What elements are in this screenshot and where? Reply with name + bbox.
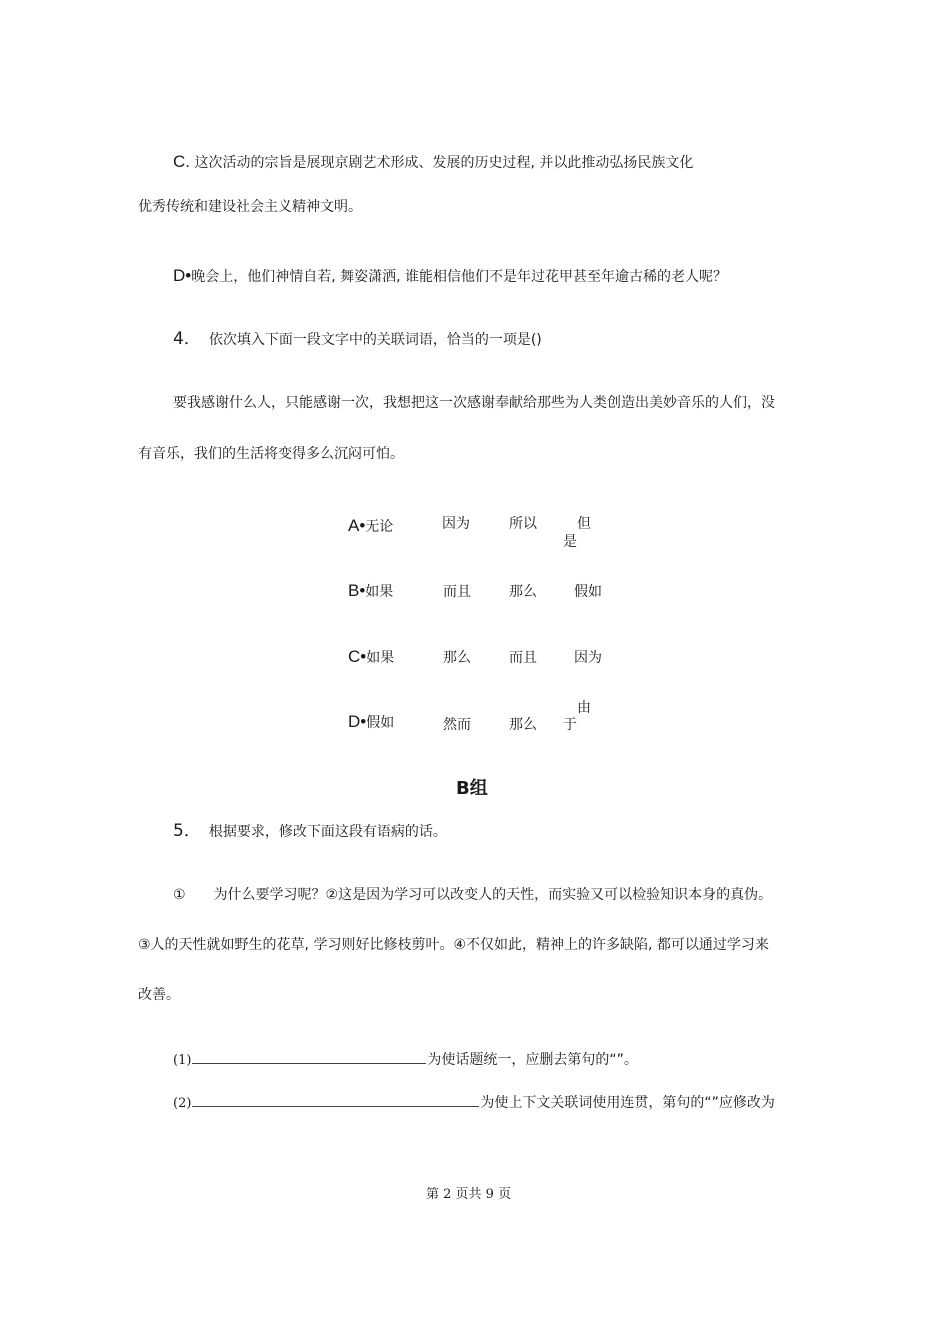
q4-option-c-word1: 如果 <box>366 650 395 666</box>
q4-number: 4． <box>173 329 201 349</box>
q5-sub1-number: (1) <box>173 1053 192 1068</box>
circled-number-1: ① <box>173 887 186 903</box>
q5-sub1 <box>173 1050 638 1070</box>
q4-option-a-word2: 因为 <box>442 516 470 532</box>
q5-sub2-answer-blank[interactable] <box>192 1093 479 1107</box>
q4-option-b <box>348 582 393 601</box>
q5-prompt: 根据要求，修改下面这段有语病的话。 <box>208 824 447 840</box>
page-footer: 第 2 页共 9 页 <box>426 1187 512 1202</box>
q5-passage-line1-text: 为什么要学习呢？②这是因为学习可以改变人的天性，而实验又可以检验知识本身的真伪。 <box>213 887 773 903</box>
q4-heading <box>173 330 542 349</box>
q5-sub2 <box>173 1093 775 1113</box>
q5-sub2-number: (2) <box>173 1096 192 1111</box>
q4-option-c-letter: C• <box>348 647 367 666</box>
q4-option-b-letter: B• <box>348 581 366 600</box>
q4-option-d-word4b: 于 <box>563 717 577 733</box>
q5-passage-line1 <box>173 886 772 904</box>
section-heading: B组 <box>456 778 488 799</box>
q3-option-c-line2: 优秀传统和建设社会主义精神文明。 <box>138 199 362 215</box>
q4-option-a-word4a: 但 <box>577 516 591 532</box>
q5-sub2-text: 为使上下文关联词使用连贯，第句的“”应修改为 <box>480 1095 775 1111</box>
q4-passage-line2: 有音乐，我们的生活将变得多么沉闷可怕。 <box>138 446 404 462</box>
q3-option-c-line1 <box>173 153 693 172</box>
q5-sub1-text: 为使话题统一，应删去第句的“”。 <box>427 1052 638 1068</box>
q4-option-c <box>348 648 394 667</box>
q5-passage-line2: ③人的天性就如野生的花草, 学习则好比修枝剪叶。④不仅如此，精神上的许多缺陷, 都可以通过学习来 <box>138 937 769 953</box>
q3-option-d-label: D• <box>173 266 192 285</box>
q3-option-d-text: 晚会上，他们神情自若, 舞姿潇洒, 谁能相信他们不是年过花甲甚至年逾古稀的老人呢？ <box>191 269 728 285</box>
q3-option-d <box>173 267 727 286</box>
q4-option-d-word2: 然而 <box>443 717 471 733</box>
q4-prompt: 依次填入下面一段文字中的关联词语，恰当的一项是() <box>208 332 542 348</box>
q3-option-c-label: C. <box>173 152 190 171</box>
q4-option-d-word4a: 由 <box>577 700 591 716</box>
q4-option-b-word4: 假如 <box>574 584 602 600</box>
q3-option-c-text: 这次活动的宗旨是展现京剧艺术形成、发展的历史过程, 并以此推动弘扬民族文化 <box>190 155 694 171</box>
q4-option-b-word2: 而且 <box>443 584 471 600</box>
q5-sub1-answer-blank[interactable] <box>192 1050 426 1064</box>
q4-option-b-word3: 那么 <box>509 584 537 600</box>
q4-option-a <box>348 517 393 536</box>
q4-option-c-word2: 那么 <box>443 650 471 666</box>
q4-option-a-word4b: 是 <box>563 534 577 550</box>
q4-option-d-word3: 那么 <box>509 717 537 733</box>
q4-option-c-word4: 因为 <box>574 650 602 666</box>
q5-number: 5． <box>173 821 201 841</box>
q4-option-a-word1: 无论 <box>365 519 394 535</box>
q5-heading <box>173 822 447 841</box>
q4-option-a-word3: 所以 <box>509 516 537 532</box>
q4-option-a-letter: A• <box>348 516 366 535</box>
q5-passage-line3: 改善。 <box>138 987 180 1003</box>
q4-option-c-word3: 而且 <box>509 650 537 666</box>
q4-option-d <box>348 713 394 732</box>
q4-passage-line1: 要我感谢什么人，只能感谢一次，我想把这一次感谢奉献给那些为人类创造出美妙音乐的人们，没 <box>173 395 775 411</box>
q4-option-d-letter: D• <box>348 712 367 731</box>
q4-option-d-word1: 假如 <box>366 715 395 731</box>
q4-option-b-word1: 如果 <box>365 584 394 600</box>
